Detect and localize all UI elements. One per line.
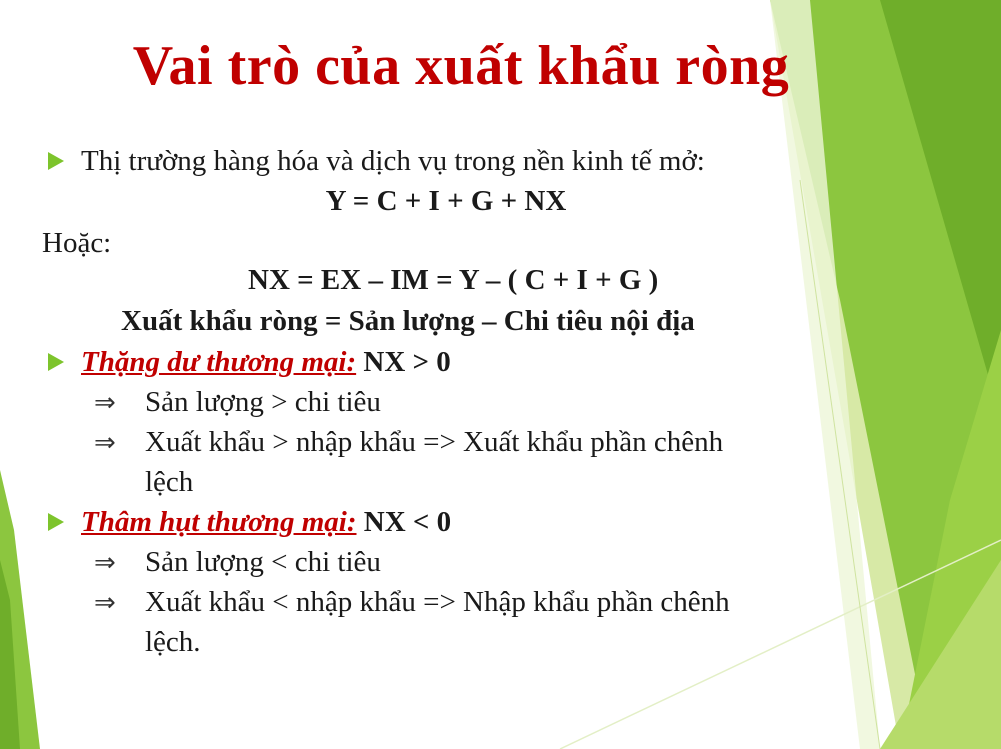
surplus-point: Sản lượng > chi tiêu <box>145 386 381 418</box>
deficit-term: Thâm hụt thương mại: <box>81 506 357 538</box>
triangle-bullet-icon <box>48 152 64 170</box>
implies-arrow-icon: ⇒ <box>94 388 116 418</box>
equation-2: NX = EX – IM = Y – ( C + I + G ) <box>248 264 659 296</box>
implies-arrow-icon: ⇒ <box>94 428 116 458</box>
equation-3: Xuất khẩu ròng = Sản lượng – Chi tiêu nội địa <box>121 305 695 337</box>
surplus-heading <box>81 344 451 380</box>
deficit-point: Xuất khẩu < nhập khẩu => Nhập khẩu phần chênh <box>145 586 730 618</box>
deficit-point-continuation: lệch. <box>145 626 201 658</box>
deficit-point: Sản lượng < chi tiêu <box>145 546 381 578</box>
implies-arrow-icon: ⇒ <box>94 548 116 578</box>
slide-title: Vai trò của xuất khẩu ròng <box>132 35 790 97</box>
implies-arrow-icon: ⇒ <box>94 588 116 618</box>
intro-text: Thị trường hàng hóa và dịch vụ trong nền kinh tế mở: <box>81 145 705 177</box>
equation-1: Y = C + I + G + NX <box>325 185 567 217</box>
triangle-bullet-icon <box>48 353 64 371</box>
surplus-term: Thặng dư thương mại: <box>81 346 357 378</box>
deficit-heading <box>81 504 451 540</box>
triangle-bullet-icon <box>48 513 64 531</box>
surplus-point-continuation: lệch <box>145 466 194 498</box>
or-label: Hoặc: <box>42 227 112 259</box>
deficit-condition: NX < 0 <box>356 506 452 538</box>
surplus-point: Xuất khẩu > nhập khẩu => Xuất khẩu phần chênh <box>145 426 724 458</box>
surplus-condition: NX > 0 <box>356 346 451 378</box>
